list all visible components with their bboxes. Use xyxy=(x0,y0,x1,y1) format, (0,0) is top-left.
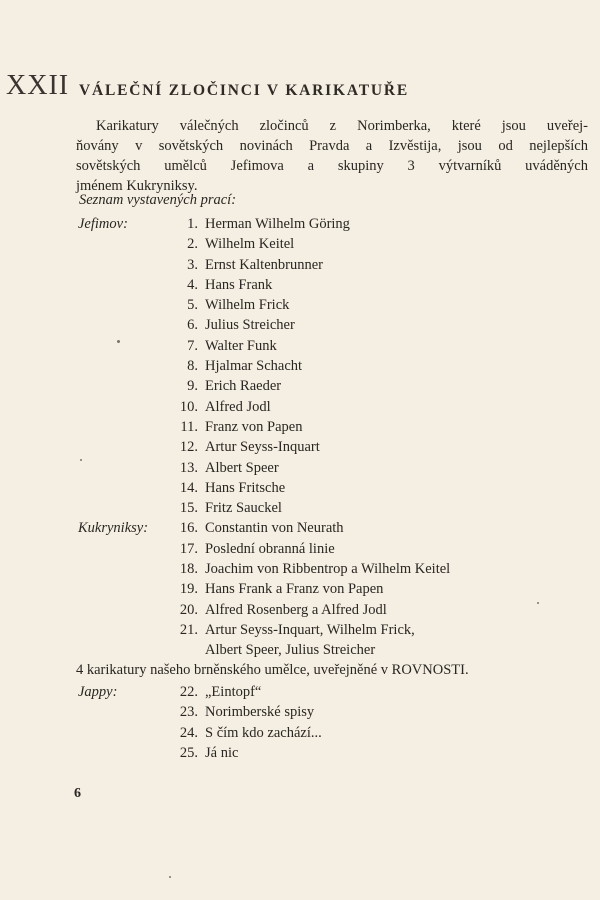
artist-label: Kukryniksy: xyxy=(78,520,149,537)
item-number: 16. xyxy=(179,520,198,537)
item-title: Albert Speer xyxy=(205,459,279,476)
item-number: 25. xyxy=(179,744,198,761)
item-title: Julius Streicher xyxy=(205,317,295,334)
paper-speck xyxy=(80,459,82,461)
list-item xyxy=(0,297,600,317)
list-item xyxy=(0,642,600,662)
list-item xyxy=(0,581,600,601)
item-number: 20. xyxy=(179,601,198,618)
list-item xyxy=(0,399,600,419)
list-item xyxy=(0,541,600,561)
list-item xyxy=(0,745,600,765)
item-title: Franz von Papen xyxy=(205,418,303,435)
intro-line: Karikatury válečných zločinců z Norimberka, které jsou uveřej- xyxy=(96,118,588,134)
intro-line: sovětských umělců Jefimova a skupiny 3 výtvarníků uváděných xyxy=(76,158,588,174)
item-title: Wilhelm Keitel xyxy=(205,236,295,253)
list-item xyxy=(0,236,600,256)
list-item xyxy=(0,378,600,398)
list-item xyxy=(0,500,600,520)
list-item xyxy=(0,317,600,337)
intro-line: jménem Kukryniksy. xyxy=(76,178,198,194)
item-title: Albert Speer, Julius Streicher xyxy=(205,642,376,659)
list-item xyxy=(0,277,600,297)
item-number: 1. xyxy=(187,216,198,232)
item-title: Wilhelm Frick xyxy=(205,297,290,314)
list-item xyxy=(0,460,600,480)
paper-speck xyxy=(537,602,539,604)
works-list-jappy xyxy=(0,684,600,765)
works-list xyxy=(0,216,600,663)
item-title: Herman Wilhelm Göring xyxy=(205,216,350,232)
item-number: 2. xyxy=(187,236,198,253)
item-title: Norimberské spisy xyxy=(205,704,315,721)
item-title: Walter Funk xyxy=(205,337,277,354)
list-item xyxy=(0,602,600,622)
item-title: Hjalmar Schacht xyxy=(205,358,303,375)
list-item xyxy=(0,725,600,745)
item-number: 7. xyxy=(187,337,198,354)
item-title: S čím kdo zachází... xyxy=(205,724,322,741)
item-number: 17. xyxy=(179,540,198,557)
item-number: 23. xyxy=(179,704,198,721)
item-number: 3. xyxy=(187,256,198,273)
list-item xyxy=(0,419,600,439)
item-number: 21. xyxy=(179,621,198,638)
item-title: Hans Frank xyxy=(205,276,273,293)
item-title: Artur Seyss-Inquart, Wilhelm Frick, xyxy=(205,621,415,638)
item-number: 24. xyxy=(179,724,198,741)
item-number: 11. xyxy=(180,418,198,435)
item-number: 4. xyxy=(187,276,198,293)
list-item xyxy=(0,520,600,540)
item-title: Fritz Sauckel xyxy=(205,500,282,517)
item-title: „Eintopf“ xyxy=(205,684,262,700)
item-number: 13. xyxy=(179,459,198,476)
item-number: 6. xyxy=(187,317,198,334)
list-heading: Seznam vystavených prací: xyxy=(79,192,237,208)
list-item xyxy=(0,216,600,236)
item-title: Alfred Jodl xyxy=(205,398,271,415)
item-number: 18. xyxy=(179,561,198,578)
item-title: Ernst Kaltenbrunner xyxy=(205,256,323,273)
artist-label: Jappy: xyxy=(78,684,118,700)
item-title: Hans Frank a Franz von Papen xyxy=(205,581,384,598)
item-title: Constantin von Neurath xyxy=(205,520,344,537)
section-number: XXII xyxy=(6,70,70,101)
list-item xyxy=(0,257,600,277)
item-title: Já nic xyxy=(205,744,239,761)
item-number: 15. xyxy=(179,500,198,517)
list-item xyxy=(0,358,600,378)
item-number: 10. xyxy=(179,398,198,415)
intro-paragraph xyxy=(76,116,588,196)
list-item xyxy=(0,439,600,459)
artist-label: Jefimov: xyxy=(78,216,128,232)
item-title: Hans Fritsche xyxy=(205,479,286,496)
intro-line: ňovány v sovětských novinách Pravda a Izvěstija, jsou od nejlepších xyxy=(76,138,588,154)
list-item xyxy=(0,622,600,642)
paper-speck xyxy=(117,340,120,343)
rovnost-note: 4 karikatury našeho brněnského umělce, uveřejněné v ROVNOSTI. xyxy=(76,662,469,678)
item-title: Artur Seyss-Inquart xyxy=(205,439,320,456)
item-title: Alfred Rosenberg a Alfred Jodl xyxy=(205,601,387,618)
item-number: 8. xyxy=(187,358,198,375)
item-number: 12. xyxy=(179,439,198,456)
item-title: Poslední obranná linie xyxy=(205,540,335,557)
item-title: Erich Raeder xyxy=(205,378,282,395)
section-heading: VÁLEČNÍ ZLOČINCI V KARIKATUŘE xyxy=(79,82,409,99)
item-title: Joachim von Ribbentrop a Wilhelm Keitel xyxy=(205,561,451,578)
list-item xyxy=(0,684,600,704)
list-item xyxy=(0,704,600,724)
item-number: 9. xyxy=(187,378,198,395)
item-number: 5. xyxy=(187,297,198,314)
item-number: 22. xyxy=(179,684,198,700)
list-item xyxy=(0,561,600,581)
list-item xyxy=(0,338,600,358)
list-item xyxy=(0,480,600,500)
item-number: 14. xyxy=(179,479,198,496)
item-number: 19. xyxy=(179,581,198,598)
paper-speck xyxy=(169,876,171,878)
page-number: 6 xyxy=(74,786,81,801)
